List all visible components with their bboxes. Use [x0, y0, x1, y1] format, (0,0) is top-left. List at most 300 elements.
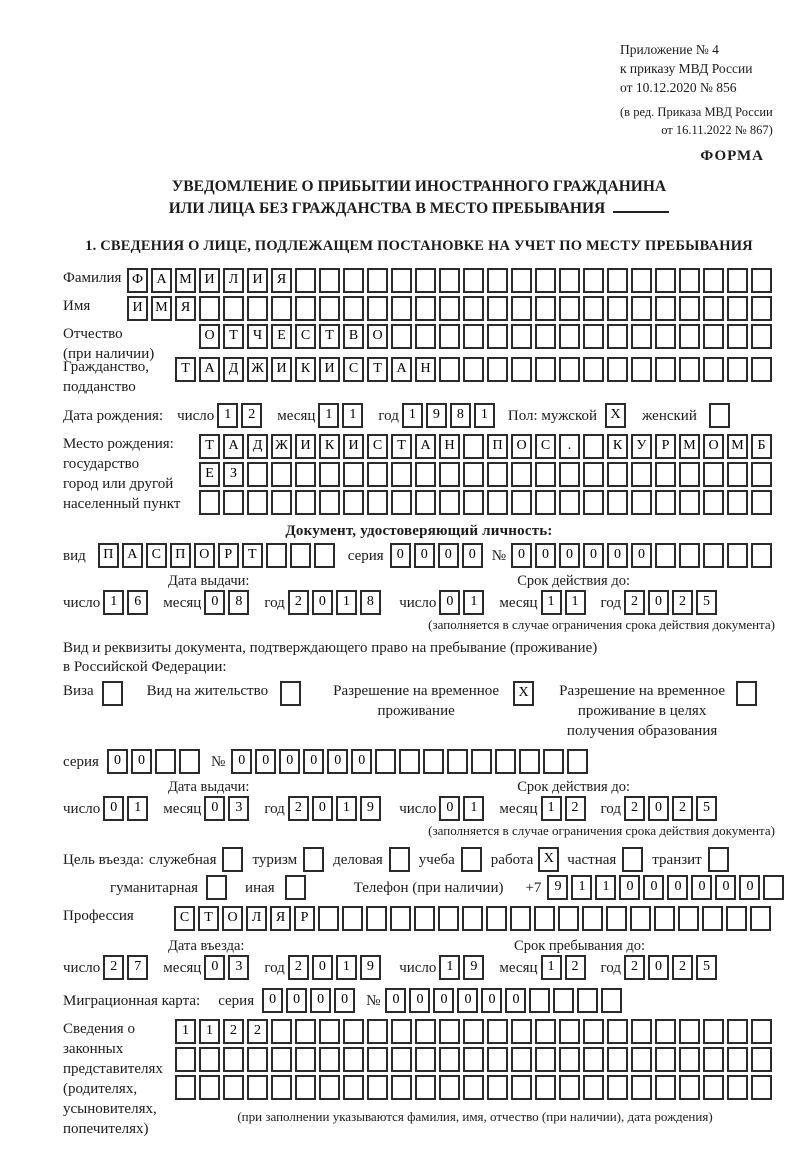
char-cell[interactable]	[487, 324, 508, 349]
char-cell[interactable]	[463, 462, 484, 487]
char-cell[interactable]: Т	[198, 906, 219, 931]
char-cell[interactable]: И	[319, 357, 340, 382]
purpose-study-checkbox[interactable]	[461, 847, 482, 872]
char-cell[interactable]: 1	[571, 875, 592, 900]
char-cell[interactable]	[463, 1047, 484, 1072]
char-cell[interactable]	[703, 1075, 724, 1100]
char-cell[interactable]	[559, 357, 580, 382]
char-cell[interactable]: Т	[319, 324, 340, 349]
char-cell[interactable]	[607, 357, 628, 382]
char-cell[interactable]	[271, 296, 292, 321]
char-cell[interactable]	[367, 490, 388, 515]
char-cell[interactable]	[511, 1019, 532, 1044]
char-cell[interactable]	[423, 749, 444, 774]
char-cell[interactable]: 2	[288, 955, 309, 980]
char-cell[interactable]	[399, 749, 420, 774]
char-cell[interactable]: 0	[481, 988, 502, 1013]
char-cell[interactable]: 1	[463, 590, 484, 615]
char-cell[interactable]: Л	[223, 268, 244, 293]
char-cell[interactable]	[439, 1075, 460, 1100]
char-cell[interactable]	[295, 268, 316, 293]
char-cell[interactable]	[655, 357, 676, 382]
char-cell[interactable]: 0	[559, 543, 580, 568]
char-cell[interactable]: 2	[624, 590, 645, 615]
char-cell[interactable]	[751, 1047, 772, 1072]
char-cell[interactable]	[703, 543, 724, 568]
char-cell[interactable]	[447, 749, 468, 774]
char-cell[interactable]	[535, 324, 556, 349]
char-cell[interactable]	[535, 1047, 556, 1072]
char-cell[interactable]	[318, 906, 339, 931]
char-cell[interactable]	[319, 1019, 340, 1044]
char-cell[interactable]	[519, 749, 540, 774]
char-cell[interactable]	[343, 490, 364, 515]
char-cell[interactable]: 0	[648, 796, 669, 821]
char-cell[interactable]: Т	[175, 357, 196, 382]
char-cell[interactable]	[679, 357, 700, 382]
char-cell[interactable]	[631, 1019, 652, 1044]
char-cell[interactable]: 0	[439, 796, 460, 821]
char-cell[interactable]	[367, 1075, 388, 1100]
char-cell[interactable]	[655, 324, 676, 349]
char-cell[interactable]: 2	[672, 590, 693, 615]
char-cell[interactable]	[727, 543, 748, 568]
char-cell[interactable]	[727, 324, 748, 349]
char-cell[interactable]: Р	[655, 434, 676, 459]
char-cell[interactable]	[535, 357, 556, 382]
char-cell[interactable]: В	[343, 324, 364, 349]
char-cell[interactable]	[727, 1047, 748, 1072]
char-cell[interactable]: 2	[241, 403, 262, 428]
char-cell[interactable]	[751, 1019, 772, 1044]
char-cell[interactable]	[678, 906, 699, 931]
char-cell[interactable]	[391, 1019, 412, 1044]
char-cell[interactable]: 0	[433, 988, 454, 1013]
char-cell[interactable]	[558, 906, 579, 931]
char-cell[interactable]	[631, 1075, 652, 1100]
char-cell[interactable]: 0	[511, 543, 532, 568]
char-cell[interactable]	[703, 1047, 724, 1072]
char-cell[interactable]: Р	[218, 543, 239, 568]
char-cell[interactable]	[703, 357, 724, 382]
char-cell[interactable]: 5	[696, 590, 717, 615]
char-cell[interactable]: О	[367, 324, 388, 349]
char-cell[interactable]: 0	[462, 543, 483, 568]
char-cell[interactable]	[751, 268, 772, 293]
char-cell[interactable]	[583, 1075, 604, 1100]
char-cell[interactable]: 1	[127, 796, 148, 821]
char-cell[interactable]	[607, 1047, 628, 1072]
char-cell[interactable]: 0	[312, 590, 333, 615]
char-cell[interactable]	[247, 462, 268, 487]
char-cell[interactable]: Я	[271, 268, 292, 293]
char-cell[interactable]	[175, 1075, 196, 1100]
char-cell[interactable]: 0	[457, 988, 478, 1013]
char-cell[interactable]: 1	[463, 796, 484, 821]
char-cell[interactable]	[727, 268, 748, 293]
char-cell[interactable]: 0	[715, 875, 736, 900]
char-cell[interactable]: 0	[438, 543, 459, 568]
char-cell[interactable]: 1	[541, 796, 562, 821]
char-cell[interactable]	[391, 268, 412, 293]
char-cell[interactable]: 0	[667, 875, 688, 900]
char-cell[interactable]	[655, 543, 676, 568]
char-cell[interactable]: 1	[402, 403, 423, 428]
char-cell[interactable]	[415, 268, 436, 293]
purpose-official-checkbox[interactable]	[222, 847, 243, 872]
char-cell[interactable]: 9	[360, 955, 381, 980]
char-cell[interactable]	[462, 906, 483, 931]
char-cell[interactable]	[343, 1047, 364, 1072]
char-cell[interactable]	[487, 1075, 508, 1100]
char-cell[interactable]: .	[559, 434, 580, 459]
char-cell[interactable]: Ч	[247, 324, 268, 349]
char-cell[interactable]: З	[223, 462, 244, 487]
char-cell[interactable]	[679, 268, 700, 293]
char-cell[interactable]: 3	[228, 955, 249, 980]
char-cell[interactable]	[703, 490, 724, 515]
char-cell[interactable]: М	[151, 296, 172, 321]
char-cell[interactable]	[314, 543, 335, 568]
char-cell[interactable]	[295, 1019, 316, 1044]
char-cell[interactable]: 0	[279, 749, 300, 774]
char-cell[interactable]	[583, 296, 604, 321]
char-cell[interactable]	[726, 906, 747, 931]
temp-residence-checkbox[interactable]: X	[513, 681, 534, 706]
char-cell[interactable]	[295, 490, 316, 515]
char-cell[interactable]	[415, 1019, 436, 1044]
char-cell[interactable]: А	[199, 357, 220, 382]
char-cell[interactable]: К	[319, 434, 340, 459]
char-cell[interactable]	[439, 462, 460, 487]
char-cell[interactable]: М	[175, 268, 196, 293]
char-cell[interactable]: А	[391, 357, 412, 382]
char-cell[interactable]: А	[223, 434, 244, 459]
char-cell[interactable]	[439, 324, 460, 349]
char-cell[interactable]	[295, 1047, 316, 1072]
char-cell[interactable]: 2	[624, 796, 645, 821]
char-cell[interactable]	[199, 1047, 220, 1072]
char-cell[interactable]	[607, 1075, 628, 1100]
char-cell[interactable]	[366, 906, 387, 931]
char-cell[interactable]	[703, 324, 724, 349]
char-cell[interactable]	[631, 462, 652, 487]
char-cell[interactable]	[247, 490, 268, 515]
char-cell[interactable]: О	[199, 324, 220, 349]
char-cell[interactable]	[535, 268, 556, 293]
char-cell[interactable]	[607, 462, 628, 487]
char-cell[interactable]	[295, 296, 316, 321]
char-cell[interactable]	[247, 1075, 268, 1100]
char-cell[interactable]: О	[222, 906, 243, 931]
char-cell[interactable]	[703, 1019, 724, 1044]
char-cell[interactable]	[391, 462, 412, 487]
char-cell[interactable]	[727, 490, 748, 515]
char-cell[interactable]: 2	[565, 796, 586, 821]
char-cell[interactable]	[271, 1019, 292, 1044]
char-cell[interactable]	[727, 1019, 748, 1044]
char-cell[interactable]	[607, 1019, 628, 1044]
char-cell[interactable]	[583, 1019, 604, 1044]
char-cell[interactable]	[439, 357, 460, 382]
char-cell[interactable]	[654, 906, 675, 931]
char-cell[interactable]: 0	[310, 988, 331, 1013]
char-cell[interactable]	[438, 906, 459, 931]
char-cell[interactable]	[415, 1047, 436, 1072]
char-cell[interactable]: 1	[336, 796, 357, 821]
char-cell[interactable]: 0	[107, 749, 128, 774]
visa-checkbox[interactable]	[102, 681, 123, 706]
char-cell[interactable]: 0	[607, 543, 628, 568]
char-cell[interactable]	[529, 988, 550, 1013]
char-cell[interactable]	[559, 1019, 580, 1044]
char-cell[interactable]	[751, 324, 772, 349]
char-cell[interactable]	[439, 1019, 460, 1044]
char-cell[interactable]	[606, 906, 627, 931]
char-cell[interactable]	[511, 1075, 532, 1100]
char-cell[interactable]	[439, 296, 460, 321]
char-cell[interactable]	[391, 490, 412, 515]
char-cell[interactable]	[295, 462, 316, 487]
char-cell[interactable]	[750, 906, 771, 931]
char-cell[interactable]	[511, 296, 532, 321]
char-cell[interactable]	[702, 906, 723, 931]
char-cell[interactable]	[390, 906, 411, 931]
char-cell[interactable]: 0	[204, 955, 225, 980]
char-cell[interactable]: 9	[463, 955, 484, 980]
char-cell[interactable]: 1	[175, 1019, 196, 1044]
char-cell[interactable]: 1	[336, 590, 357, 615]
char-cell[interactable]: 2	[672, 796, 693, 821]
char-cell[interactable]: Т	[391, 434, 412, 459]
char-cell[interactable]: Ж	[247, 357, 268, 382]
char-cell[interactable]	[534, 906, 555, 931]
char-cell[interactable]: О	[511, 434, 532, 459]
char-cell[interactable]: 1	[541, 590, 562, 615]
char-cell[interactable]	[415, 324, 436, 349]
char-cell[interactable]: 1	[318, 403, 339, 428]
char-cell[interactable]	[391, 324, 412, 349]
char-cell[interactable]	[727, 296, 748, 321]
char-cell[interactable]: 0	[409, 988, 430, 1013]
purpose-tourism-checkbox[interactable]	[303, 847, 324, 872]
char-cell[interactable]	[271, 1047, 292, 1072]
char-cell[interactable]: 0	[414, 543, 435, 568]
char-cell[interactable]: И	[271, 357, 292, 382]
char-cell[interactable]	[247, 296, 268, 321]
char-cell[interactable]: Д	[247, 434, 268, 459]
purpose-transit-checkbox[interactable]	[708, 847, 729, 872]
char-cell[interactable]: П	[487, 434, 508, 459]
char-cell[interactable]: Я	[270, 906, 291, 931]
char-cell[interactable]	[679, 324, 700, 349]
char-cell[interactable]: Е	[271, 324, 292, 349]
char-cell[interactable]	[175, 1047, 196, 1072]
char-cell[interactable]	[655, 268, 676, 293]
char-cell[interactable]	[367, 1019, 388, 1044]
char-cell[interactable]	[367, 268, 388, 293]
char-cell[interactable]	[463, 490, 484, 515]
char-cell[interactable]	[601, 988, 622, 1013]
char-cell[interactable]	[679, 462, 700, 487]
char-cell[interactable]: С	[535, 434, 556, 459]
char-cell[interactable]: 0	[286, 988, 307, 1013]
char-cell[interactable]: Ф	[127, 268, 148, 293]
char-cell[interactable]: И	[295, 434, 316, 459]
char-cell[interactable]	[535, 490, 556, 515]
char-cell[interactable]	[179, 749, 200, 774]
residence-permit-checkbox[interactable]	[280, 681, 301, 706]
char-cell[interactable]	[319, 462, 340, 487]
char-cell[interactable]	[487, 1047, 508, 1072]
char-cell[interactable]	[631, 324, 652, 349]
char-cell[interactable]: 3	[228, 796, 249, 821]
char-cell[interactable]: 1	[439, 955, 460, 980]
char-cell[interactable]	[607, 296, 628, 321]
char-cell[interactable]	[655, 462, 676, 487]
char-cell[interactable]	[343, 1075, 364, 1100]
char-cell[interactable]: 0	[648, 955, 669, 980]
char-cell[interactable]	[343, 462, 364, 487]
char-cell[interactable]	[415, 462, 436, 487]
char-cell[interactable]	[511, 268, 532, 293]
char-cell[interactable]	[414, 906, 435, 931]
char-cell[interactable]: 1	[565, 590, 586, 615]
char-cell[interactable]: 0	[535, 543, 556, 568]
char-cell[interactable]: 6	[127, 590, 148, 615]
char-cell[interactable]	[415, 1075, 436, 1100]
char-cell[interactable]: П	[98, 543, 119, 568]
char-cell[interactable]	[511, 324, 532, 349]
char-cell[interactable]: Н	[415, 357, 436, 382]
char-cell[interactable]	[631, 1047, 652, 1072]
char-cell[interactable]	[463, 268, 484, 293]
char-cell[interactable]: 9	[426, 403, 447, 428]
char-cell[interactable]	[583, 357, 604, 382]
char-cell[interactable]: 2	[288, 796, 309, 821]
char-cell[interactable]	[607, 490, 628, 515]
char-cell[interactable]	[655, 1075, 676, 1100]
char-cell[interactable]	[553, 988, 574, 1013]
char-cell[interactable]: Л	[246, 906, 267, 931]
char-cell[interactable]: 5	[696, 796, 717, 821]
char-cell[interactable]: А	[415, 434, 436, 459]
char-cell[interactable]	[543, 749, 564, 774]
char-cell[interactable]: 0	[390, 543, 411, 568]
char-cell[interactable]	[751, 1075, 772, 1100]
char-cell[interactable]	[703, 296, 724, 321]
char-cell[interactable]	[535, 462, 556, 487]
char-cell[interactable]	[583, 324, 604, 349]
char-cell[interactable]	[391, 1075, 412, 1100]
char-cell[interactable]	[511, 357, 532, 382]
char-cell[interactable]: 0	[204, 796, 225, 821]
char-cell[interactable]	[727, 357, 748, 382]
char-cell[interactable]	[511, 490, 532, 515]
char-cell[interactable]: 1	[474, 403, 495, 428]
char-cell[interactable]: 0	[351, 749, 372, 774]
purpose-work-checkbox[interactable]: X	[538, 847, 559, 872]
char-cell[interactable]: 0	[385, 988, 406, 1013]
char-cell[interactable]: К	[607, 434, 628, 459]
char-cell[interactable]	[631, 490, 652, 515]
char-cell[interactable]: 2	[672, 955, 693, 980]
char-cell[interactable]	[199, 1075, 220, 1100]
char-cell[interactable]	[439, 268, 460, 293]
purpose-other-checkbox[interactable]	[285, 875, 306, 900]
char-cell[interactable]: И	[247, 268, 268, 293]
char-cell[interactable]	[631, 357, 652, 382]
char-cell[interactable]	[319, 1047, 340, 1072]
char-cell[interactable]	[290, 543, 311, 568]
sex-male-checkbox[interactable]: X	[605, 403, 626, 428]
char-cell[interactable]	[463, 1075, 484, 1100]
char-cell[interactable]	[655, 490, 676, 515]
char-cell[interactable]: П	[170, 543, 191, 568]
char-cell[interactable]: С	[367, 434, 388, 459]
char-cell[interactable]: С	[295, 324, 316, 349]
char-cell[interactable]	[463, 1019, 484, 1044]
char-cell[interactable]: И	[127, 296, 148, 321]
char-cell[interactable]: 0	[648, 590, 669, 615]
char-cell[interactable]	[577, 988, 598, 1013]
char-cell[interactable]	[487, 268, 508, 293]
sex-female-checkbox[interactable]	[709, 403, 730, 428]
char-cell[interactable]: С	[146, 543, 167, 568]
char-cell[interactable]	[486, 906, 507, 931]
char-cell[interactable]	[319, 1075, 340, 1100]
char-cell[interactable]	[319, 268, 340, 293]
char-cell[interactable]: 1	[217, 403, 238, 428]
char-cell[interactable]	[567, 749, 588, 774]
char-cell[interactable]	[631, 268, 652, 293]
char-cell[interactable]: У	[631, 434, 652, 459]
char-cell[interactable]	[367, 1047, 388, 1072]
char-cell[interactable]	[727, 1075, 748, 1100]
char-cell[interactable]	[655, 1047, 676, 1072]
char-cell[interactable]	[559, 1047, 580, 1072]
char-cell[interactable]	[559, 324, 580, 349]
char-cell[interactable]	[266, 543, 287, 568]
char-cell[interactable]: Я	[175, 296, 196, 321]
char-cell[interactable]: 0	[583, 543, 604, 568]
char-cell[interactable]	[751, 462, 772, 487]
char-cell[interactable]: Т	[199, 434, 220, 459]
char-cell[interactable]: М	[679, 434, 700, 459]
char-cell[interactable]	[391, 1047, 412, 1072]
char-cell[interactable]	[271, 1075, 292, 1100]
char-cell[interactable]	[511, 462, 532, 487]
char-cell[interactable]: 2	[288, 590, 309, 615]
char-cell[interactable]	[535, 1075, 556, 1100]
char-cell[interactable]	[367, 462, 388, 487]
char-cell[interactable]: 0	[739, 875, 760, 900]
char-cell[interactable]	[583, 1047, 604, 1072]
char-cell[interactable]: 2	[624, 955, 645, 980]
char-cell[interactable]	[223, 490, 244, 515]
char-cell[interactable]	[463, 434, 484, 459]
char-cell[interactable]: 1	[336, 955, 357, 980]
char-cell[interactable]: 0	[103, 796, 124, 821]
char-cell[interactable]: 0	[619, 875, 640, 900]
char-cell[interactable]	[487, 1019, 508, 1044]
char-cell[interactable]: Н	[439, 434, 460, 459]
char-cell[interactable]	[559, 462, 580, 487]
char-cell[interactable]	[679, 1047, 700, 1072]
char-cell[interactable]	[679, 1075, 700, 1100]
char-cell[interactable]: 2	[565, 955, 586, 980]
char-cell[interactable]: Ж	[271, 434, 292, 459]
